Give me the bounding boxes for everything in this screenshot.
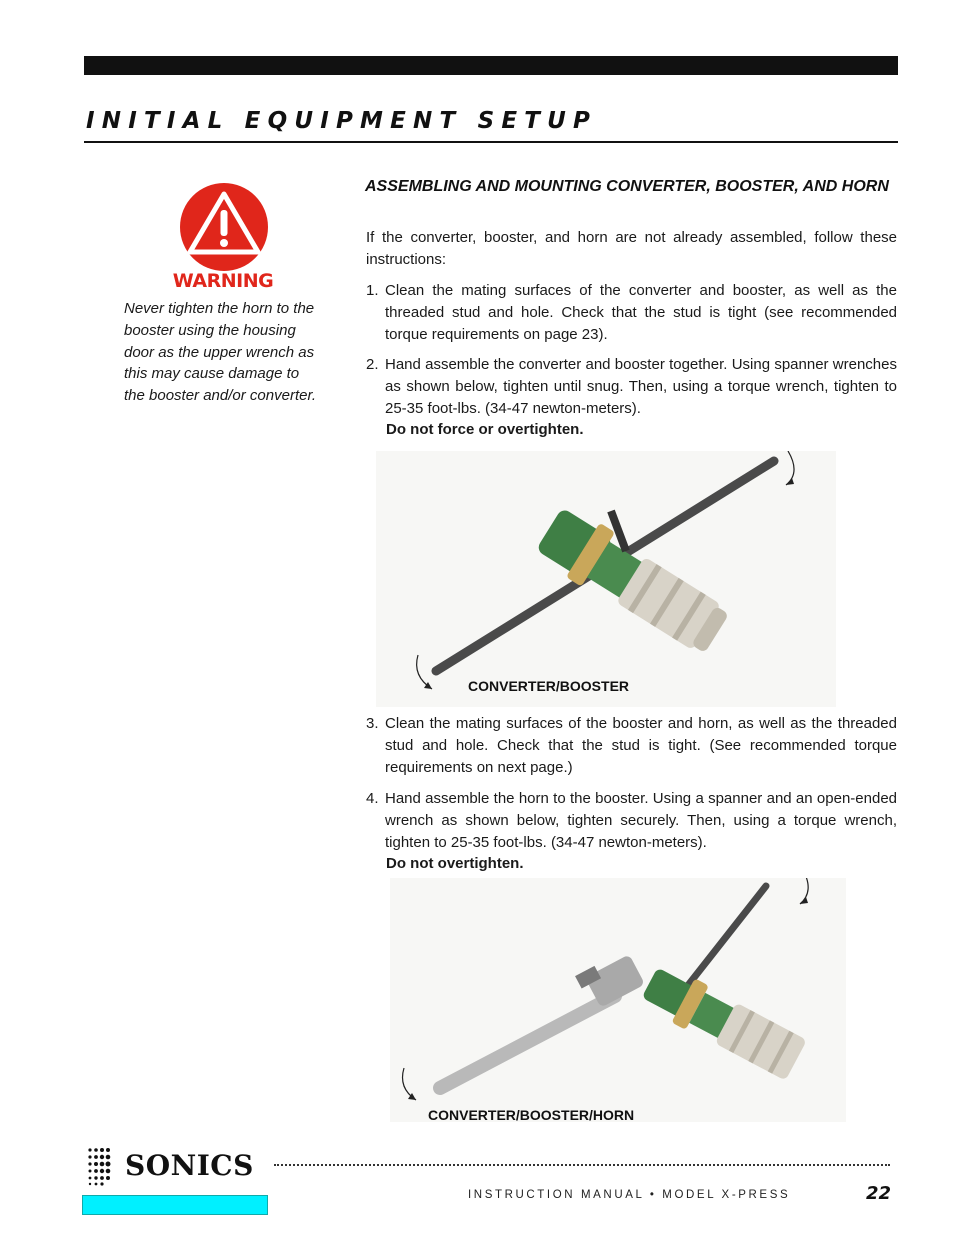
warning-icon bbox=[176, 182, 272, 283]
step-2 bbox=[366, 354, 897, 441]
figure-converter-booster-horn bbox=[390, 878, 846, 1122]
step-4 bbox=[366, 788, 897, 875]
step-text: Clean the mating surfaces of the booster and horn, as well as the threaded stud and hole. Check that the stud is tight. (See recommended torque requirements on next page.) bbox=[385, 715, 897, 776]
footer-manual-text: INSTRUCTION MANUAL • MODEL X-PRESS bbox=[468, 1189, 791, 1201]
sonics-logo-icon bbox=[86, 1146, 122, 1193]
title-rule bbox=[84, 141, 898, 143]
step-note: Do not force or overtighten. bbox=[386, 421, 584, 439]
figure-caption: CONVERTER/BOOSTER bbox=[468, 678, 630, 694]
footer-highlight-bar bbox=[82, 1195, 268, 1215]
warning-label: WARNING bbox=[172, 270, 274, 292]
page-number: 22 bbox=[866, 1183, 892, 1204]
step-3 bbox=[366, 713, 897, 778]
step-text: Hand assemble the horn to the booster. Using a spanner and an open-ended wrench as shown below, tighten securely. Then, using a torque wrench, tighten to 25-35 foot-lbs. (34-47 newton-meters). bbox=[385, 790, 897, 851]
step-number: 4. bbox=[366, 790, 379, 807]
brand-name: SONICS bbox=[125, 1149, 254, 1182]
page-title: INITIAL EQUIPMENT SETUP bbox=[86, 108, 598, 134]
step-number: 1. bbox=[366, 282, 379, 299]
header-bar bbox=[84, 56, 898, 75]
figure-caption: CONVERTER/BOOSTER/HORN bbox=[428, 1107, 635, 1123]
section-heading: ASSEMBLING AND MOUNTING CONVERTER, BOOSTER, AND HORN bbox=[365, 178, 889, 195]
intro-paragraph: If the converter, booster, and horn are not already assembled, follow these instructions: bbox=[366, 229, 897, 268]
footer-dotted-rule bbox=[274, 1164, 890, 1166]
step-text: Clean the mating surfaces of the converter and booster, as well as the threaded stud and hole. Check that the stud is tight (see recommended torque requirements on page 23). bbox=[385, 282, 897, 343]
step-note: Do not overtighten. bbox=[386, 855, 524, 873]
figure-converter-booster bbox=[376, 451, 836, 707]
step-text: Hand assemble the converter and booster together. Using spanner wrenches as shown below, tighten until snug. Then, using a torque wrench, tighten to 25-35 foot-lbs. (34-47 newton-meters). bbox=[385, 356, 897, 417]
warning-text: Never tighten the horn to the booster using the housing door as the upper wrench as this may cause damage to the booster and/or converter. bbox=[124, 300, 317, 405]
step-number: 3. bbox=[366, 715, 379, 732]
step-1 bbox=[366, 280, 897, 345]
step-number: 2. bbox=[366, 356, 379, 373]
